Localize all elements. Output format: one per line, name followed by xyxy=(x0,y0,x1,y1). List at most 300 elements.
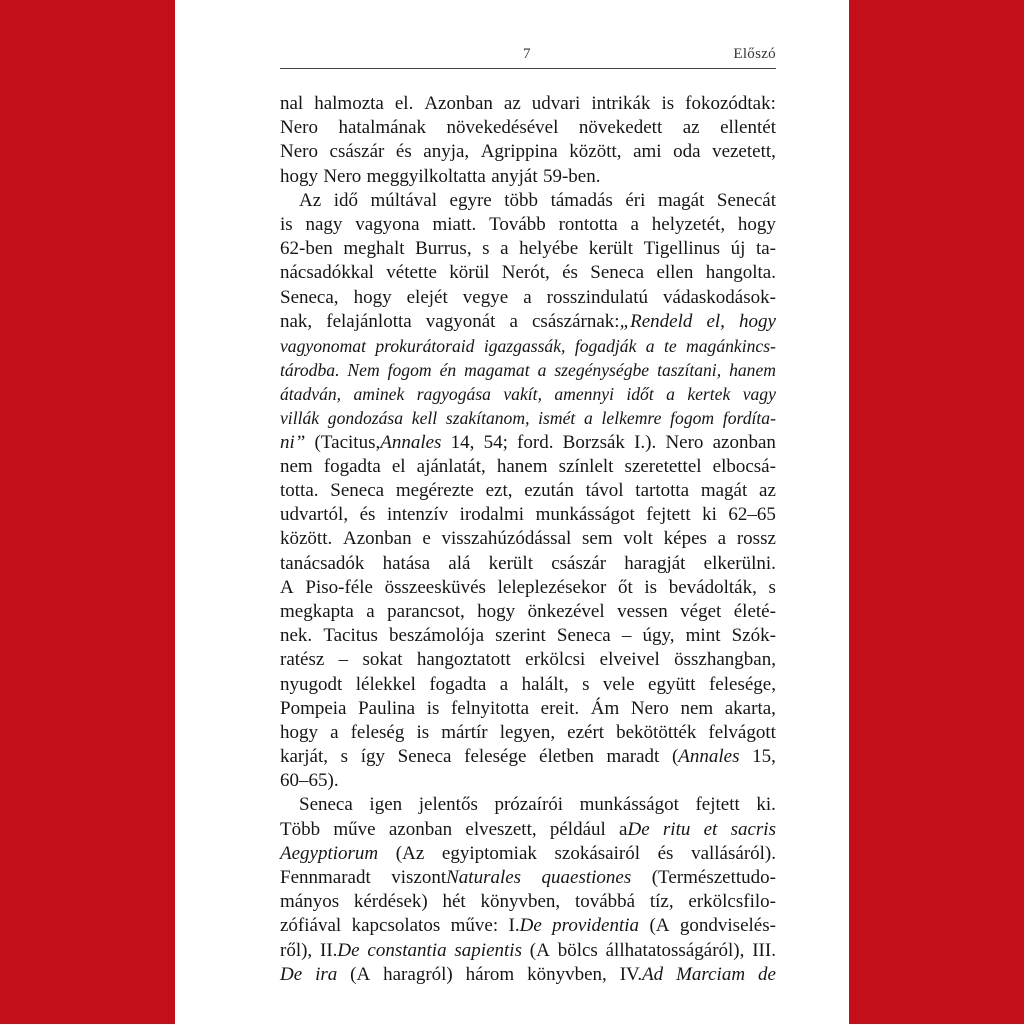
word: átadván, xyxy=(280,384,342,405)
word: anyját xyxy=(491,165,538,187)
word: ezután xyxy=(524,480,574,501)
word: könyvben, xyxy=(527,963,607,985)
word: összeesküvés xyxy=(384,576,486,598)
text-line xyxy=(280,963,776,987)
word: mártír xyxy=(441,721,488,743)
word: ki. xyxy=(756,794,776,816)
word: I.De xyxy=(508,915,542,937)
word: (A xyxy=(649,915,670,937)
word: sokat xyxy=(362,649,403,671)
word: császárnak:„Rendeld xyxy=(532,310,693,332)
word: Seneca, xyxy=(280,286,339,308)
word: Piso-féle xyxy=(305,576,373,598)
word: könyvben, xyxy=(480,891,561,913)
word: halmozta xyxy=(314,93,384,114)
word: taszítani, xyxy=(657,360,722,381)
word: vétette xyxy=(386,262,437,284)
text-line xyxy=(280,310,776,334)
word: magát xyxy=(700,480,748,501)
word: az xyxy=(503,93,521,114)
word: gondozása xyxy=(327,408,404,429)
running-header xyxy=(280,46,776,69)
word: őt xyxy=(617,576,633,598)
word: vádaskodások- xyxy=(663,286,776,308)
word: szakítanom, xyxy=(445,408,530,429)
word: Paulina xyxy=(358,697,416,719)
word: állhatatosságáról), xyxy=(605,939,745,961)
word: te xyxy=(663,335,677,356)
word: fogadta xyxy=(323,455,381,477)
word: ről), xyxy=(280,939,313,961)
word: s xyxy=(482,238,490,260)
word: Fennmaradt xyxy=(280,867,371,888)
word: továbbá xyxy=(574,891,636,913)
word: legyen, xyxy=(499,721,556,743)
word: alá xyxy=(448,552,471,574)
word: és xyxy=(562,262,578,284)
word: az xyxy=(759,480,776,501)
text-line xyxy=(280,793,776,817)
word: – xyxy=(338,649,349,671)
word: Nero xyxy=(630,697,669,719)
text-line xyxy=(280,455,776,479)
word: 54; xyxy=(483,431,508,453)
word: el xyxy=(391,455,406,477)
word: akarta, xyxy=(724,697,776,719)
word: sem xyxy=(582,528,613,550)
word: igazgassák, xyxy=(483,335,566,356)
word: felnyitotta xyxy=(450,697,530,719)
word: elkerülni. xyxy=(703,552,776,574)
word: Seneca xyxy=(330,480,385,501)
word: együtt xyxy=(648,673,696,695)
word: sacris xyxy=(730,818,776,840)
word: igen xyxy=(369,794,403,816)
word: Nero xyxy=(280,117,318,139)
word: – xyxy=(621,625,632,647)
word: vessen xyxy=(617,600,668,622)
word: 15, xyxy=(752,746,776,768)
word: Nerót, xyxy=(501,262,550,284)
word: anyja, xyxy=(423,141,470,163)
word: (Természettudo- xyxy=(651,867,776,888)
word: rontotta xyxy=(558,213,618,235)
word: egyiptomiak xyxy=(441,842,537,864)
word: kell xyxy=(411,408,438,429)
word: feleség xyxy=(350,721,405,743)
word: is xyxy=(416,721,430,743)
word: vallásáról). xyxy=(691,842,776,864)
text-line xyxy=(280,939,776,963)
word: a xyxy=(537,360,547,381)
word: leleplezésekor xyxy=(497,576,607,598)
word: is xyxy=(426,697,440,719)
word: el, xyxy=(706,310,725,332)
word: beszámolója xyxy=(389,625,485,647)
word: villák xyxy=(280,408,320,429)
word: kapcsolatos xyxy=(351,915,441,937)
word: életben xyxy=(539,746,594,768)
word: amennyi xyxy=(554,384,614,405)
word: hogy xyxy=(353,286,392,308)
word: én xyxy=(439,360,457,381)
word: vele xyxy=(602,673,635,695)
word: mint xyxy=(685,625,721,647)
word: császár xyxy=(551,552,607,574)
word: De xyxy=(280,963,303,985)
word: bölcs xyxy=(557,939,598,961)
word: Nero xyxy=(280,141,318,163)
word: III. xyxy=(752,939,776,961)
word: fordíta- xyxy=(722,408,776,429)
word: időt xyxy=(626,384,654,405)
word: ami xyxy=(633,141,662,163)
word: ritu xyxy=(662,818,691,840)
word: gondviselés- xyxy=(679,915,776,937)
word: került xyxy=(488,552,533,574)
word: például xyxy=(549,818,606,840)
word: ira xyxy=(315,963,338,985)
word: hogy xyxy=(477,600,516,622)
word: vezetett, xyxy=(712,141,776,163)
word: miatt. xyxy=(432,213,477,235)
word: fejtett xyxy=(695,794,740,816)
word: fogadta xyxy=(429,673,487,695)
word: nek. xyxy=(280,625,313,647)
text-line xyxy=(280,237,776,261)
word: intrikák xyxy=(591,93,651,114)
word: IV.Ad xyxy=(619,963,664,985)
word: 60–65). xyxy=(280,770,339,792)
word: Tovább xyxy=(489,213,546,235)
text-line xyxy=(280,866,776,890)
word: viszontNaturales xyxy=(391,867,522,888)
word: hogy xyxy=(737,213,776,235)
word: irodalmi xyxy=(459,504,525,526)
word: tartotta xyxy=(635,480,690,501)
word: Nero xyxy=(665,431,704,453)
word: Azonban xyxy=(424,93,493,114)
word: ereit. xyxy=(540,697,580,719)
word: magát xyxy=(657,189,705,211)
word: életé- xyxy=(733,600,776,622)
word: elbocsá- xyxy=(712,455,776,477)
word: Az xyxy=(299,189,322,211)
word: megkapta xyxy=(280,600,354,622)
text-line xyxy=(280,842,776,866)
word: új xyxy=(730,238,746,260)
text-line xyxy=(280,745,776,769)
word: maradt xyxy=(606,746,660,768)
word: Nero xyxy=(323,165,362,187)
word: is xyxy=(661,93,675,114)
word: meggyilkoltatta xyxy=(366,165,486,187)
word: Seneca xyxy=(590,262,645,284)
word: éri xyxy=(625,189,646,211)
word: önkezével xyxy=(527,600,605,622)
text-line xyxy=(280,213,776,237)
word: nem xyxy=(680,697,714,719)
word: szegénységbe xyxy=(554,360,650,381)
word: visszahúzódással xyxy=(441,528,572,550)
body-text xyxy=(280,92,776,987)
word: ezt, xyxy=(485,480,513,501)
word: mányos xyxy=(280,891,340,913)
text-line xyxy=(280,165,776,189)
text-line xyxy=(280,673,776,697)
word: ta- xyxy=(755,238,776,260)
word: nácsadókkal xyxy=(280,262,374,284)
word: a xyxy=(499,673,509,695)
word: zófiával xyxy=(280,915,342,937)
word: megérezte xyxy=(395,480,474,501)
word: a xyxy=(645,335,655,356)
word: több xyxy=(504,189,539,211)
word: nagy xyxy=(305,213,343,235)
word: elveivel xyxy=(599,649,660,671)
word: az xyxy=(682,117,700,139)
word: azonban xyxy=(712,431,776,453)
word: ford. xyxy=(517,431,554,453)
word: udvari xyxy=(531,93,581,114)
text-line xyxy=(280,552,776,576)
word: a xyxy=(584,408,593,429)
word: udvartól, xyxy=(280,504,349,526)
word: magánkincs- xyxy=(686,335,776,356)
word: fogom xyxy=(670,408,715,429)
word: parancsot, xyxy=(387,600,465,622)
word: meghalt xyxy=(343,238,405,260)
word: is xyxy=(644,576,658,598)
word: került xyxy=(588,238,634,260)
word: de xyxy=(757,963,776,985)
page-number: 7 xyxy=(523,46,531,62)
word: képes xyxy=(663,528,707,550)
word: és xyxy=(395,141,412,163)
word: felesége, xyxy=(708,673,776,695)
text-line xyxy=(280,648,776,672)
word: kertek xyxy=(687,384,731,405)
word: nal xyxy=(280,93,304,114)
word: Seneca xyxy=(556,625,611,647)
word: 14, xyxy=(450,431,475,453)
word: halált, xyxy=(521,673,569,695)
word: magamat xyxy=(464,360,530,381)
word: Seneca xyxy=(397,746,452,768)
text-line xyxy=(280,624,776,648)
word: vagy xyxy=(742,384,776,405)
word: tanácsadók xyxy=(280,552,365,574)
word: elveszett, xyxy=(465,818,537,840)
word: ki xyxy=(702,504,717,526)
text-line xyxy=(280,697,776,721)
word: véget xyxy=(680,600,722,622)
word: lélekkel xyxy=(355,673,416,695)
word: a xyxy=(717,528,727,550)
word: fokozódtak: xyxy=(685,93,776,114)
word: körül xyxy=(449,262,490,284)
word: fejtett xyxy=(646,504,691,526)
word: is xyxy=(280,213,293,235)
word: a xyxy=(509,310,518,332)
word: nem xyxy=(280,455,313,477)
word: prózaírói xyxy=(494,794,564,816)
word: haragját xyxy=(624,552,686,574)
text-line xyxy=(280,189,776,213)
word: vagyonát xyxy=(425,310,496,332)
word: hogy xyxy=(280,165,318,187)
word: múltával xyxy=(370,189,437,211)
word: Ám xyxy=(590,697,620,719)
word: et xyxy=(703,818,718,840)
word: színlelt xyxy=(558,455,614,477)
text-line xyxy=(280,769,776,793)
word: szokásairól xyxy=(554,842,640,864)
word: bekötötték xyxy=(616,721,697,743)
word: Pompeia xyxy=(280,697,347,719)
word: s xyxy=(768,576,776,598)
word: hangoztatott xyxy=(416,649,511,671)
word: s xyxy=(340,746,349,768)
word: II.De xyxy=(320,939,360,961)
word: helyzetét, xyxy=(651,213,726,235)
word: szerint xyxy=(495,625,546,647)
word: hogy xyxy=(738,310,776,332)
word: kérdések) xyxy=(353,891,428,913)
word: felesége xyxy=(464,746,527,768)
word: a xyxy=(666,384,675,405)
word: munkásságot xyxy=(579,794,679,816)
word: ni” xyxy=(280,431,306,453)
word: erkölcsi xyxy=(525,649,586,671)
word: vakít, xyxy=(503,384,542,405)
text-line xyxy=(280,479,776,503)
word: ezért xyxy=(567,721,605,743)
word: a xyxy=(500,238,509,260)
word: Szók- xyxy=(731,625,776,647)
text-line xyxy=(280,503,776,527)
word: Agrippina xyxy=(480,141,558,163)
text-line xyxy=(280,261,776,285)
word: így xyxy=(360,746,386,768)
word: a xyxy=(523,286,532,308)
text-line xyxy=(280,406,776,430)
word: Nem xyxy=(347,360,380,381)
word: tíz, xyxy=(649,891,674,913)
word: munkásságot xyxy=(535,504,635,526)
text-line xyxy=(280,358,776,382)
word: erkölcsfilo- xyxy=(688,891,776,913)
word: összhangban, xyxy=(674,649,776,671)
word: 62-ben xyxy=(280,238,333,260)
word: 59-ben. xyxy=(542,165,601,187)
word: Több xyxy=(280,818,321,840)
word: A xyxy=(280,576,294,598)
word: s xyxy=(582,673,590,695)
text-line xyxy=(280,527,776,551)
word: egyre xyxy=(449,189,492,211)
word: bevádolták, xyxy=(668,576,757,598)
word: távol xyxy=(585,480,624,501)
text-line xyxy=(280,334,776,358)
word: fogadják xyxy=(574,335,637,356)
word: ajánlatát, xyxy=(416,455,486,477)
word: hatása xyxy=(382,552,431,574)
word: Seneca xyxy=(299,794,353,816)
word: és xyxy=(359,504,376,526)
word: 62–65 xyxy=(728,504,776,526)
word: vagyona xyxy=(355,213,420,235)
word: hangolta. xyxy=(705,262,776,284)
word: providentia xyxy=(552,915,640,937)
word: I.). xyxy=(634,431,657,453)
word: haragról) xyxy=(383,963,453,985)
word: Borzsák xyxy=(562,431,625,453)
word: műve: xyxy=(450,915,499,937)
word: Tigellinus xyxy=(643,238,721,260)
word: volt xyxy=(623,528,653,550)
word: nyugodt xyxy=(280,673,343,695)
word: támadás xyxy=(550,189,613,211)
word: ismét xyxy=(538,408,576,429)
word: műve xyxy=(333,818,376,840)
word: constantia xyxy=(367,939,447,961)
word: (A xyxy=(350,963,371,985)
word: ragyogása xyxy=(416,384,491,405)
word: karját, xyxy=(280,746,329,768)
word: idő xyxy=(333,189,358,211)
word: között, xyxy=(569,141,622,163)
word: között. xyxy=(280,528,333,550)
word: és xyxy=(657,842,674,864)
word: hanem xyxy=(729,360,776,381)
text-line xyxy=(280,600,776,624)
text-line xyxy=(280,890,776,914)
word: felvágott xyxy=(708,721,776,743)
word: a xyxy=(630,213,639,235)
word: hatalmának xyxy=(338,117,427,139)
word: prokurátoraid xyxy=(375,335,475,356)
word: (A xyxy=(529,939,550,961)
word: császár xyxy=(329,141,385,163)
word: el. xyxy=(394,93,414,114)
text-line xyxy=(280,818,776,842)
word: a xyxy=(366,600,375,622)
word: vegye xyxy=(462,286,509,308)
word: hanem xyxy=(496,455,548,477)
word: helyébe xyxy=(519,238,579,260)
word: úgy, xyxy=(642,625,675,647)
word: ratész xyxy=(280,649,325,671)
text-line xyxy=(280,721,776,745)
word: hogy xyxy=(280,721,318,743)
word: hét xyxy=(442,891,466,913)
section-title: Előszó xyxy=(733,46,776,62)
word: Senecát xyxy=(716,189,776,211)
text-line xyxy=(280,116,776,140)
word: a xyxy=(330,721,339,743)
text-line xyxy=(280,140,776,164)
word: e xyxy=(422,528,431,550)
word: azonban xyxy=(388,818,453,840)
word: növekedésével xyxy=(446,117,559,139)
word: (Annales xyxy=(671,746,740,768)
word: sapientis xyxy=(454,939,522,961)
text-line xyxy=(280,92,776,116)
word: intenzív xyxy=(386,504,449,526)
word: aminek xyxy=(353,384,405,405)
word: elejét xyxy=(406,286,448,308)
